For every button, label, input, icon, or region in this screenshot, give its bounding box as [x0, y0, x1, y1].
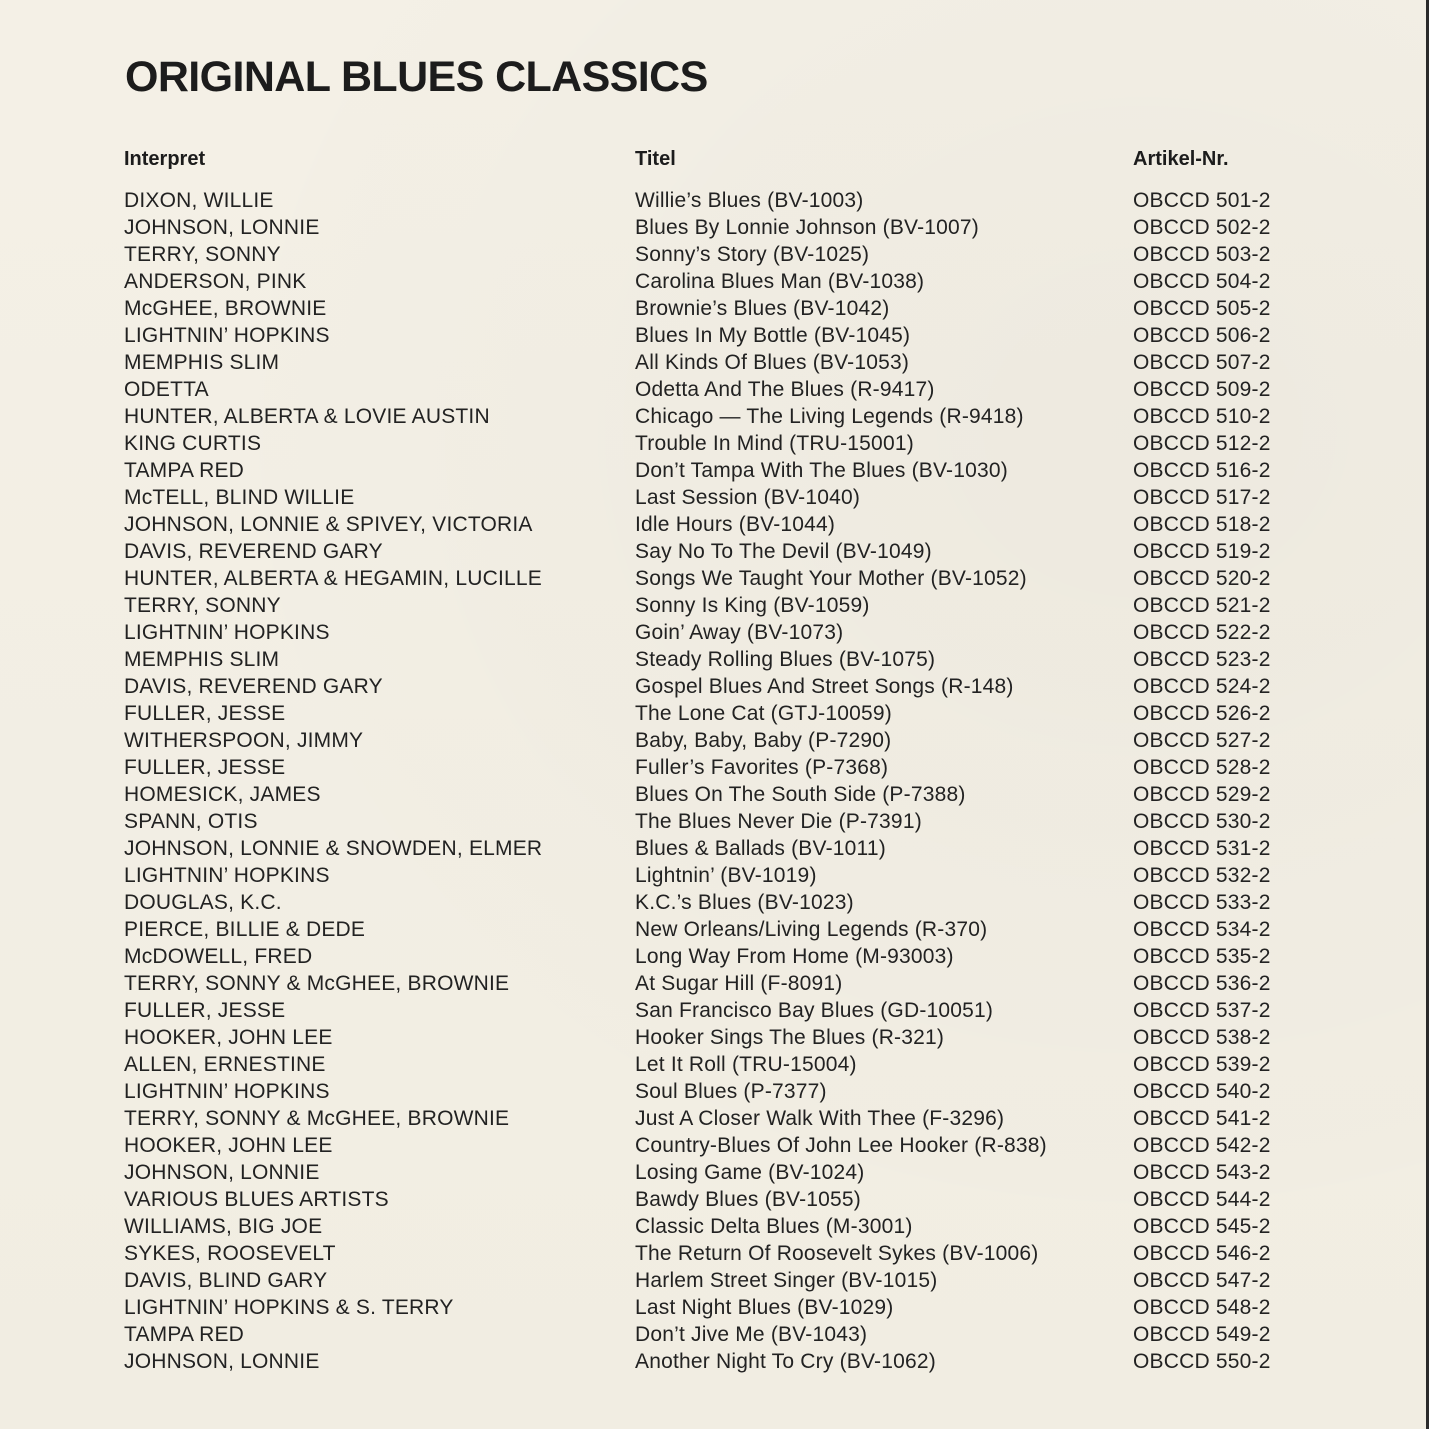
row-catalog-number: OBCCD 518-2	[1133, 513, 1271, 536]
row-title: Chicago — The Living Legends (R-9418)	[635, 405, 1024, 428]
row-catalog-number: OBCCD 503-2	[1133, 243, 1271, 266]
row-artist: HUNTER, ALBERTA & LOVIE AUSTIN	[124, 405, 490, 428]
row-catalog-number: OBCCD 524-2	[1133, 675, 1271, 698]
row-title: Let It Roll (TRU-15004)	[635, 1053, 857, 1076]
table-row	[0, 1051, 1429, 1078]
row-catalog-number: OBCCD 540-2	[1133, 1080, 1271, 1103]
row-artist: WITHERSPOON, JIMMY	[124, 729, 364, 752]
row-artist: LIGHTNIN’ HOPKINS	[124, 1080, 330, 1103]
row-catalog-number: OBCCD 546-2	[1133, 1242, 1271, 1265]
table-row	[0, 1024, 1429, 1051]
column-header-artist: Interpret	[124, 148, 206, 170]
row-artist: JOHNSON, LONNIE & SPIVEY, VICTORIA	[124, 513, 533, 536]
row-artist: SPANN, OTIS	[124, 810, 258, 833]
row-catalog-number: OBCCD 527-2	[1133, 729, 1271, 752]
row-catalog-number: OBCCD 507-2	[1133, 351, 1271, 374]
row-catalog-number: OBCCD 519-2	[1133, 540, 1271, 563]
row-catalog-number: OBCCD 529-2	[1133, 783, 1271, 806]
row-title: K.C.’s Blues (BV-1023)	[635, 891, 854, 914]
row-artist: DIXON, WILLIE	[124, 189, 274, 212]
row-artist: FULLER, JESSE	[124, 999, 286, 1022]
row-catalog-number: OBCCD 539-2	[1133, 1053, 1271, 1076]
table-row	[0, 241, 1429, 268]
table-row	[0, 862, 1429, 889]
row-artist: MEMPHIS SLIM	[124, 648, 280, 671]
row-title: The Lone Cat (GTJ-10059)	[635, 702, 892, 725]
row-catalog-number: OBCCD 538-2	[1133, 1026, 1271, 1049]
row-title: Last Session (BV-1040)	[635, 486, 861, 509]
table-row	[0, 1348, 1429, 1375]
row-catalog-number: OBCCD 528-2	[1133, 756, 1271, 779]
row-artist: VARIOUS BLUES ARTISTS	[124, 1188, 389, 1211]
row-title: Gospel Blues And Street Songs (R-148)	[635, 675, 1014, 698]
table-row	[0, 1321, 1429, 1348]
row-title: Don’t Jive Me (BV-1043)	[635, 1323, 868, 1346]
row-artist: TERRY, SONNY & McGHEE, BROWNIE	[124, 972, 510, 995]
row-artist: McTELL, BLIND WILLIE	[124, 486, 355, 509]
row-artist: SYKES, ROOSEVELT	[124, 1242, 336, 1265]
table-row	[0, 1078, 1429, 1105]
table-row	[0, 592, 1429, 619]
row-catalog-number: OBCCD 550-2	[1133, 1350, 1271, 1373]
row-title: Sonny’s Story (BV-1025)	[635, 243, 870, 266]
row-title: Idle Hours (BV-1044)	[635, 513, 836, 536]
table-row	[0, 295, 1429, 322]
table-row	[0, 1267, 1429, 1294]
row-catalog-number: OBCCD 535-2	[1133, 945, 1271, 968]
table-row	[0, 430, 1429, 457]
table-row	[0, 916, 1429, 943]
row-artist: KING CURTIS	[124, 432, 262, 455]
row-title: Willie’s Blues (BV-1003)	[635, 189, 864, 212]
row-catalog-number: OBCCD 534-2	[1133, 918, 1271, 941]
row-title: The Blues Never Die (P-7391)	[635, 810, 922, 833]
row-artist: McDOWELL, FRED	[124, 945, 313, 968]
row-catalog-number: OBCCD 506-2	[1133, 324, 1271, 347]
table-row	[0, 322, 1429, 349]
table-row	[0, 943, 1429, 970]
column-header-title: Titel	[635, 148, 676, 170]
row-title: Steady Rolling Blues (BV-1075)	[635, 648, 936, 671]
table-row	[0, 538, 1429, 565]
row-title: Classic Delta Blues (M-3001)	[635, 1215, 913, 1238]
row-artist: ALLEN, ERNESTINE	[124, 1053, 326, 1076]
table-row	[0, 511, 1429, 538]
row-artist: WILLIAMS, BIG JOE	[124, 1215, 323, 1238]
row-artist: HOMESICK, JAMES	[124, 783, 321, 806]
row-catalog-number: OBCCD 521-2	[1133, 594, 1271, 617]
row-artist: JOHNSON, LONNIE & SNOWDEN, ELMER	[124, 837, 543, 860]
row-artist: TERRY, SONNY	[124, 243, 281, 266]
row-title: Another Night To Cry (BV-1062)	[635, 1350, 936, 1373]
row-artist: DAVIS, REVEREND GARY	[124, 540, 383, 563]
table-row	[0, 997, 1429, 1024]
table-row	[0, 1132, 1429, 1159]
row-artist: DAVIS, REVEREND GARY	[124, 675, 383, 698]
catalog-list	[0, 187, 1429, 1375]
row-catalog-number: OBCCD 547-2	[1133, 1269, 1271, 1292]
row-artist: TAMPA RED	[124, 459, 245, 482]
row-title: Goin’ Away (BV-1073)	[635, 621, 844, 644]
table-row	[0, 646, 1429, 673]
row-catalog-number: OBCCD 504-2	[1133, 270, 1271, 293]
table-row	[0, 457, 1429, 484]
table-row	[0, 781, 1429, 808]
row-title: Lightnin’ (BV-1019)	[635, 864, 817, 887]
table-row	[0, 1159, 1429, 1186]
row-artist: ODETTA	[124, 378, 209, 401]
row-catalog-number: OBCCD 548-2	[1133, 1296, 1271, 1319]
row-title: Odetta And The Blues (R-9417)	[635, 378, 935, 401]
row-catalog-number: OBCCD 526-2	[1133, 702, 1271, 725]
row-catalog-number: OBCCD 505-2	[1133, 297, 1271, 320]
row-title: Country-Blues Of John Lee Hooker (R-838)	[635, 1134, 1047, 1157]
row-title: San Francisco Bay Blues (GD-10051)	[635, 999, 994, 1022]
row-title: Brownie’s Blues (BV-1042)	[635, 297, 890, 320]
row-artist: JOHNSON, LONNIE	[124, 1350, 320, 1373]
table-row	[0, 268, 1429, 295]
row-title: Long Way From Home (M-93003)	[635, 945, 954, 968]
row-title: Last Night Blues (BV-1029)	[635, 1296, 894, 1319]
row-catalog-number: OBCCD 533-2	[1133, 891, 1271, 914]
table-row	[0, 889, 1429, 916]
table-row	[0, 565, 1429, 592]
row-artist: LIGHTNIN’ HOPKINS & S. TERRY	[124, 1296, 454, 1319]
row-artist: LIGHTNIN’ HOPKINS	[124, 621, 330, 644]
row-title: Losing Game (BV-1024)	[635, 1161, 865, 1184]
row-title: New Orleans/Living Legends (R-370)	[635, 918, 988, 941]
table-row	[0, 727, 1429, 754]
table-row	[0, 808, 1429, 835]
table-row	[0, 349, 1429, 376]
row-catalog-number: OBCCD 531-2	[1133, 837, 1271, 860]
row-title: Blues In My Bottle (BV-1045)	[635, 324, 911, 347]
table-row	[0, 403, 1429, 430]
row-catalog-number: OBCCD 512-2	[1133, 432, 1271, 455]
table-row	[0, 484, 1429, 511]
row-artist: TAMPA RED	[124, 1323, 245, 1346]
row-artist: McGHEE, BROWNIE	[124, 297, 327, 320]
table-row	[0, 1294, 1429, 1321]
row-catalog-number: OBCCD 530-2	[1133, 810, 1271, 833]
row-title: The Return Of Roosevelt Sykes (BV-1006)	[635, 1242, 1039, 1265]
column-header-code: Artikel-Nr.	[1133, 148, 1229, 170]
row-title: At Sugar Hill (F-8091)	[635, 972, 843, 995]
row-artist: HOOKER, JOHN LEE	[124, 1134, 333, 1157]
row-title: Say No To The Devil (BV-1049)	[635, 540, 932, 563]
row-title: Hooker Sings The Blues (R-321)	[635, 1026, 945, 1049]
row-title: Trouble In Mind (TRU-15001)	[635, 432, 914, 455]
table-row	[0, 700, 1429, 727]
row-catalog-number: OBCCD 549-2	[1133, 1323, 1271, 1346]
row-artist: MEMPHIS SLIM	[124, 351, 280, 374]
table-row	[0, 1213, 1429, 1240]
row-title: Sonny Is King (BV-1059)	[635, 594, 870, 617]
table-row	[0, 214, 1429, 241]
row-catalog-number: OBCCD 522-2	[1133, 621, 1271, 644]
row-catalog-number: OBCCD 501-2	[1133, 189, 1271, 212]
row-catalog-number: OBCCD 542-2	[1133, 1134, 1271, 1157]
table-row	[0, 673, 1429, 700]
row-catalog-number: OBCCD 537-2	[1133, 999, 1271, 1022]
row-artist: TERRY, SONNY	[124, 594, 281, 617]
row-catalog-number: OBCCD 502-2	[1133, 216, 1271, 239]
row-catalog-number: OBCCD 509-2	[1133, 378, 1271, 401]
row-artist: PIERCE, BILLIE & DEDE	[124, 918, 366, 941]
row-artist: JOHNSON, LONNIE	[124, 216, 320, 239]
row-title: Blues & Ballads (BV-1011)	[635, 837, 886, 860]
row-catalog-number: OBCCD 541-2	[1133, 1107, 1271, 1130]
row-title: Blues On The South Side (P-7388)	[635, 783, 966, 806]
row-artist: JOHNSON, LONNIE	[124, 1161, 320, 1184]
row-title: Bawdy Blues (BV-1055)	[635, 1188, 861, 1211]
row-title: Don’t Tampa With The Blues (BV-1030)	[635, 459, 1008, 482]
row-catalog-number: OBCCD 543-2	[1133, 1161, 1271, 1184]
row-catalog-number: OBCCD 544-2	[1133, 1188, 1271, 1211]
row-title: Soul Blues (P-7377)	[635, 1080, 827, 1103]
table-row	[0, 1240, 1429, 1267]
table-row	[0, 376, 1429, 403]
row-catalog-number: OBCCD 532-2	[1133, 864, 1271, 887]
row-title: Just A Closer Walk With Thee (F-3296)	[635, 1107, 1005, 1130]
row-artist: ANDERSON, PINK	[124, 270, 307, 293]
table-row	[0, 970, 1429, 997]
row-catalog-number: OBCCD 516-2	[1133, 459, 1271, 482]
table-row	[0, 835, 1429, 862]
row-artist: LIGHTNIN’ HOPKINS	[124, 324, 330, 347]
row-catalog-number: OBCCD 523-2	[1133, 648, 1271, 671]
row-catalog-number: OBCCD 520-2	[1133, 567, 1271, 590]
row-artist: TERRY, SONNY & McGHEE, BROWNIE	[124, 1107, 510, 1130]
row-artist: FULLER, JESSE	[124, 702, 286, 725]
row-title: Harlem Street Singer (BV-1015)	[635, 1269, 938, 1292]
table-row	[0, 1186, 1429, 1213]
table-row	[0, 754, 1429, 781]
row-artist: DOUGLAS, K.C.	[124, 891, 282, 914]
row-catalog-number: OBCCD 510-2	[1133, 405, 1271, 428]
page-title: ORIGINAL BLUES CLASSICS	[125, 53, 708, 101]
row-title: Songs We Taught Your Mother (BV-1052)	[635, 567, 1027, 590]
row-title: Baby, Baby, Baby (P-7290)	[635, 729, 892, 752]
row-catalog-number: OBCCD 517-2	[1133, 486, 1271, 509]
row-artist: FULLER, JESSE	[124, 756, 286, 779]
row-artist: HOOKER, JOHN LEE	[124, 1026, 333, 1049]
row-catalog-number: OBCCD 536-2	[1133, 972, 1271, 995]
row-title: Blues By Lonnie Johnson (BV-1007)	[635, 216, 979, 239]
row-title: Fuller’s Favorites (P-7368)	[635, 756, 889, 779]
table-row	[0, 1105, 1429, 1132]
row-title: All Kinds Of Blues (BV-1053)	[635, 351, 910, 374]
row-artist: DAVIS, BLIND GARY	[124, 1269, 328, 1292]
row-title: Carolina Blues Man (BV-1038)	[635, 270, 925, 293]
table-row	[0, 187, 1429, 214]
row-catalog-number: OBCCD 545-2	[1133, 1215, 1271, 1238]
row-artist: LIGHTNIN’ HOPKINS	[124, 864, 330, 887]
row-artist: HUNTER, ALBERTA & HEGAMIN, LUCILLE	[124, 567, 542, 590]
table-row	[0, 619, 1429, 646]
